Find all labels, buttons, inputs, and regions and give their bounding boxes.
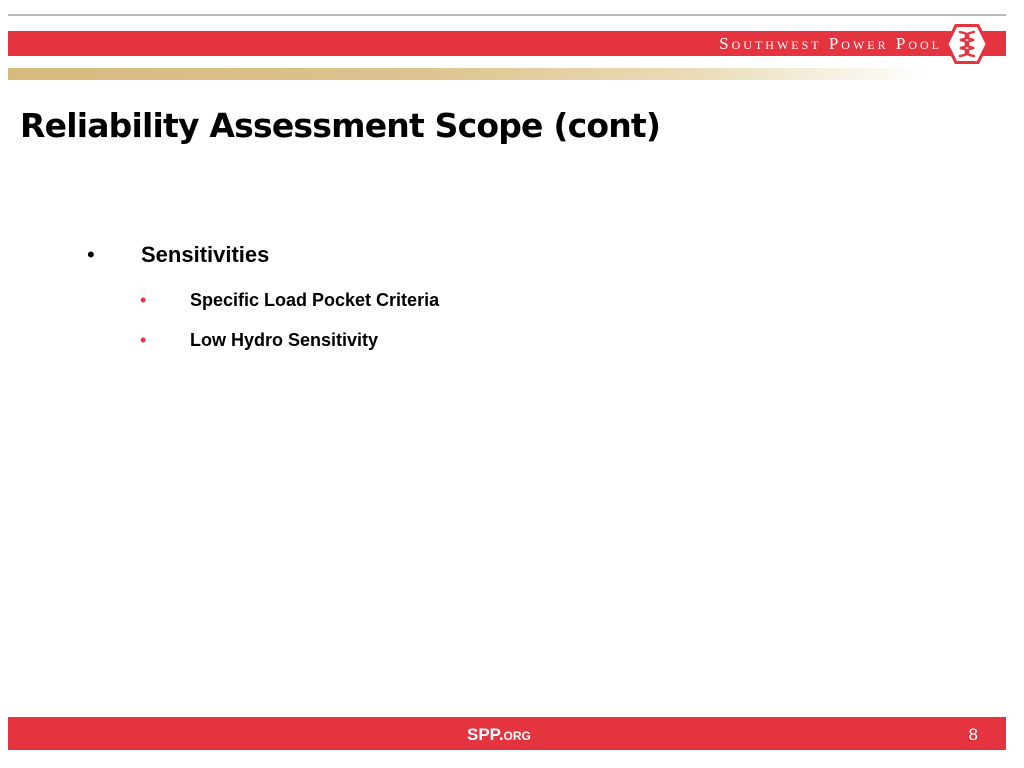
sub-bullet-text: Low Hydro Sensitivity [190, 330, 379, 350]
sub-bullet-marker: • [140, 290, 147, 310]
bullet-text: Sensitivities [141, 242, 270, 267]
sub-bullet-marker: • [140, 330, 147, 350]
top-divider [8, 14, 1006, 16]
slide-title: Reliability Assessment Scope (cont) [20, 106, 661, 145]
footer-site-link[interactable]: SPP.org [467, 725, 531, 744]
page-number: 8 [968, 725, 978, 744]
sub-bullet-text: Specific Load Pocket Criteria [190, 290, 440, 310]
brand-name: Southwest Power Pool [719, 34, 942, 53]
accent-band [8, 68, 928, 80]
spp-swirl-logo-icon [944, 23, 990, 65]
footer-band [8, 717, 1006, 750]
bullet-marker: • [87, 242, 95, 267]
